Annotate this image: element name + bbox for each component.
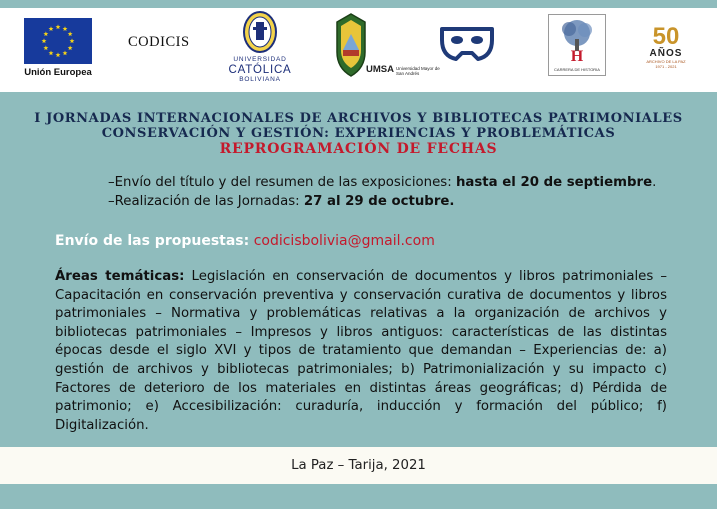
footer-text: La Paz – Tarija, 2021	[291, 458, 426, 473]
top-strip	[0, 0, 717, 8]
codicis-label: CODICIS	[128, 34, 190, 50]
historia-label: CARRERA DE HISTORIA	[554, 67, 600, 72]
codicis-logo	[128, 34, 190, 51]
mask-logo	[438, 26, 496, 66]
tree-h-icon	[549, 15, 605, 65]
date-item-submission	[108, 175, 656, 190]
fifty-years-icon	[641, 22, 691, 48]
proposals-email[interactable]: codicisbolivia@gmail.com	[253, 233, 435, 249]
theater-mask-icon	[438, 26, 496, 62]
umsa-logo	[334, 12, 440, 84]
anos-label: AÑOS	[649, 48, 683, 59]
umsa-subtitle: Universidad Mayor de San Andrés	[396, 66, 440, 76]
historia-logo	[548, 14, 606, 76]
umsa-label: UMSA	[366, 64, 394, 75]
anos-sub1: ARCHIVO DE LA PAZ	[646, 59, 686, 64]
heading-line2: CONSERVACIÓN Y GESTIÓN: EXPERIENCIAS Y PROBLEMÁTICAS	[101, 126, 616, 141]
anos-number: 50	[652, 23, 680, 48]
catolica-logo	[226, 10, 294, 84]
thematic-areas	[55, 268, 667, 435]
anos-sub2: 1971 - 2021	[655, 64, 677, 69]
catolica-line1: UNIVERSIDAD	[233, 56, 287, 63]
date-item-tail: .	[652, 175, 657, 190]
heading-line1: I JORNADAS INTERNACIONALES DE ARCHIVOS Y BIBLIOTECAS PATRIMONIALES	[34, 111, 683, 126]
areas-label: Áreas temáticas:	[55, 269, 185, 284]
date-item-bold: hasta el 20 de septiembre	[455, 175, 653, 190]
date-item-text: –Realización de las Jornadas:	[108, 194, 304, 209]
eu-label: Unión Europea	[24, 67, 92, 78]
catolica-line2: CATÓLICA	[228, 64, 292, 76]
proposals-label: Envío de las propuestas:	[55, 233, 250, 249]
anos-logo	[638, 22, 694, 69]
areas-text: Legislación en conservación de documentos y libros patrimoniales – Capacitación en conservación preventiva y conservación curativa de documentos y libros patrimoniales – Normativa y problemáticas relativas a la organización de archivos y bibliotecas patrimoniales – Impresos y libros antiguos: características de las distintas épocas desde el siglo XVI y tipos de tratamiento que demandan – Experiencias de: a) gestión de archivos y bibliotecas patrimoniales; b) Patrimonialización y su impacto c) Factores de deterioro de los materiales en distintas áreas geográficas; d) Pérdida de patrimonio; e) Accesibilización: curaduría, inducción y formación del público; f) Digitalización.	[55, 269, 668, 433]
eu-flag-icon	[24, 18, 92, 64]
svg-text:H: H	[570, 48, 584, 65]
date-item-event	[108, 194, 454, 209]
footer	[0, 447, 717, 484]
proposals-line	[55, 233, 435, 249]
date-item-bold: 27 al 29 de octubre.	[303, 194, 455, 209]
date-item-text: –Envío del título y del resumen de las exposiciones:	[108, 175, 456, 190]
umsa-shield-icon	[334, 12, 368, 78]
catolica-line3: BOLIVIANA	[239, 76, 281, 83]
logo-bar	[0, 8, 717, 92]
eu-logo	[22, 18, 94, 78]
university-seal-icon	[242, 10, 278, 56]
heading-reprogramming: REPROGRAMACIÓN DE FECHAS	[219, 141, 498, 157]
